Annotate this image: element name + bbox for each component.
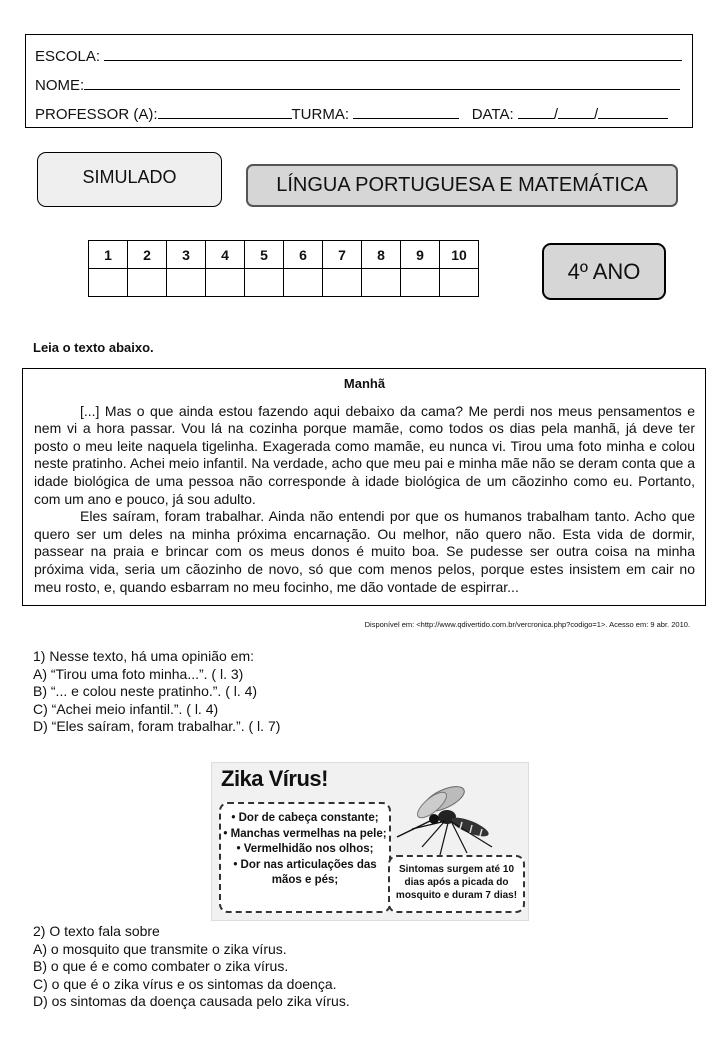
answer-cell[interactable] xyxy=(206,269,245,297)
answer-cell[interactable] xyxy=(401,269,440,297)
symptom-item: • Manchas vermelhas na pele; xyxy=(223,827,387,840)
zika-title: Zika Vírus! xyxy=(221,766,328,791)
grade-badge: 4º ANO xyxy=(542,243,666,300)
turma-label: TURMA: xyxy=(291,106,350,123)
symptom-item: • Dor de cabeça constante; xyxy=(231,812,379,824)
zika-infographic xyxy=(211,762,529,921)
answer-cell[interactable] xyxy=(89,269,128,297)
escola-field[interactable] xyxy=(104,46,682,61)
question-stem: 1) Nesse texto, há uma opinião em: xyxy=(33,648,255,664)
option-d[interactable]: D) “Eles saíram, foram trabalhar.”. ( l. 7) xyxy=(33,718,281,734)
data-label: DATA: xyxy=(471,106,514,123)
answer-cell[interactable] xyxy=(284,269,323,297)
turma-field[interactable] xyxy=(353,104,459,119)
answer-number: 9 xyxy=(401,241,440,269)
escola-label: ESCOLA: xyxy=(35,48,101,65)
answer-number: 7 xyxy=(323,241,362,269)
option-d[interactable]: D) os sintomas da doença causada pelo zika vírus. xyxy=(33,993,350,1009)
answer-number: 1 xyxy=(89,241,128,269)
answer-cell[interactable] xyxy=(362,269,401,297)
professor-label: PROFESSOR (A): xyxy=(35,106,158,123)
escola-line xyxy=(35,46,682,65)
answer-cell[interactable] xyxy=(440,269,479,297)
answer-grid-input-row xyxy=(89,269,479,297)
question-2 xyxy=(33,923,350,1011)
option-a[interactable]: A) “Tirou uma foto minha...”. ( l. 3) xyxy=(33,665,244,682)
professor-field[interactable] xyxy=(158,104,292,119)
answer-number: 10 xyxy=(440,241,479,269)
reading-paragraph: Eles saíram, foram trabalhar. Ainda não entendi por que os humanos trabalham tanto. Acho que quero ser um deles na minha próxima encarnação. Ou melhor, não quero não. Esta vida de dormir, passear na praia e brincar com os meus donos é muito boa. Se pudesse ser outra coisa na minha próxima vida, seria um cãozinho de novo, só que com menos pelos, porque estes insistem em cair no meu rosto, e, quando esbarram no meu focinho, me dão vontade de espirrar... xyxy=(34,508,695,595)
answer-number: 8 xyxy=(362,241,401,269)
symptom-list xyxy=(219,802,391,913)
answer-grid xyxy=(88,240,479,297)
nome-field[interactable] xyxy=(84,75,680,90)
question-stem: 2) O texto fala sobre xyxy=(33,923,160,939)
reading-text-box xyxy=(22,368,706,606)
nome-line xyxy=(35,75,680,94)
source-citation: Disponível em: <http://www.qdivertido.com.br/vercronica.php?codigo=1>. Acesso em: 9 abr. 2010. xyxy=(364,620,690,629)
date-day-field[interactable] xyxy=(518,104,554,119)
professor-line xyxy=(35,104,668,123)
answer-cell[interactable] xyxy=(167,269,206,297)
nome-label: NOME: xyxy=(35,77,85,94)
answer-number: 4 xyxy=(206,241,245,269)
date-separator: / xyxy=(594,106,599,123)
symptom-item: • Dor nas articulações das mãos e pés; xyxy=(233,858,377,886)
onset-note: Sintomas surgem até 10 dias após a picada do mosquito e duram 7 dias! xyxy=(388,855,525,913)
option-c[interactable]: C) “Achei meio infantil.”. ( l. 4) xyxy=(33,700,219,717)
mosquito-icon xyxy=(392,777,522,857)
simulado-label: SIMULADO xyxy=(37,152,222,207)
answer-number: 5 xyxy=(245,241,284,269)
answer-cell[interactable] xyxy=(128,269,167,297)
answer-number: 6 xyxy=(284,241,323,269)
option-b[interactable]: B) “... e colou neste pratinho.”. ( l. 4) xyxy=(33,683,258,699)
answer-number: 3 xyxy=(167,241,206,269)
date-separator: / xyxy=(553,106,558,123)
reading-title: Manhã xyxy=(343,376,386,391)
symptom-item: • Vermelhidão nos olhos; xyxy=(236,843,374,855)
date-month-field[interactable] xyxy=(558,104,594,119)
date-year-field[interactable] xyxy=(598,104,668,119)
question-1 xyxy=(33,648,280,736)
option-c[interactable]: C) o que é o zika vírus e os sintomas da doença. xyxy=(33,975,337,992)
reading-paragraph: [...] Mas o que ainda estou fazendo aqui debaixo da cama? Me perdi nos meus pensamentos e nem vi a hora passar. Vou lá na cozinha porque mamãe, como todos os dias pela manhã, já deve ter posto o meu leite naquela tigelinha. Exagerada como mamãe, eu nunca vi. Tirou uma foto minha e colou neste pratinho. Achei meio infantil. Na verdade, acho que meu pai e minha mãe não se deram conta que a idade biológica de uma pessoa não corresponde à idade biológica de um cãozinho como eu. Portanto, com um ano e pouco, já sou adulto. xyxy=(34,402,695,507)
answer-cell[interactable] xyxy=(245,269,284,297)
subject-title: LÍNGUA PORTUGUESA E MATEMÁTICA xyxy=(246,164,678,207)
header-box xyxy=(25,34,693,128)
instruction: Leia o texto abaixo. xyxy=(33,340,154,355)
answer-cell[interactable] xyxy=(323,269,362,297)
option-b[interactable]: B) o que é e como combater o zika vírus. xyxy=(33,958,289,974)
answer-grid-header-row xyxy=(89,241,479,269)
answer-number: 2 xyxy=(128,241,167,269)
option-a[interactable]: A) o mosquito que transmite o zika vírus. xyxy=(33,940,287,957)
